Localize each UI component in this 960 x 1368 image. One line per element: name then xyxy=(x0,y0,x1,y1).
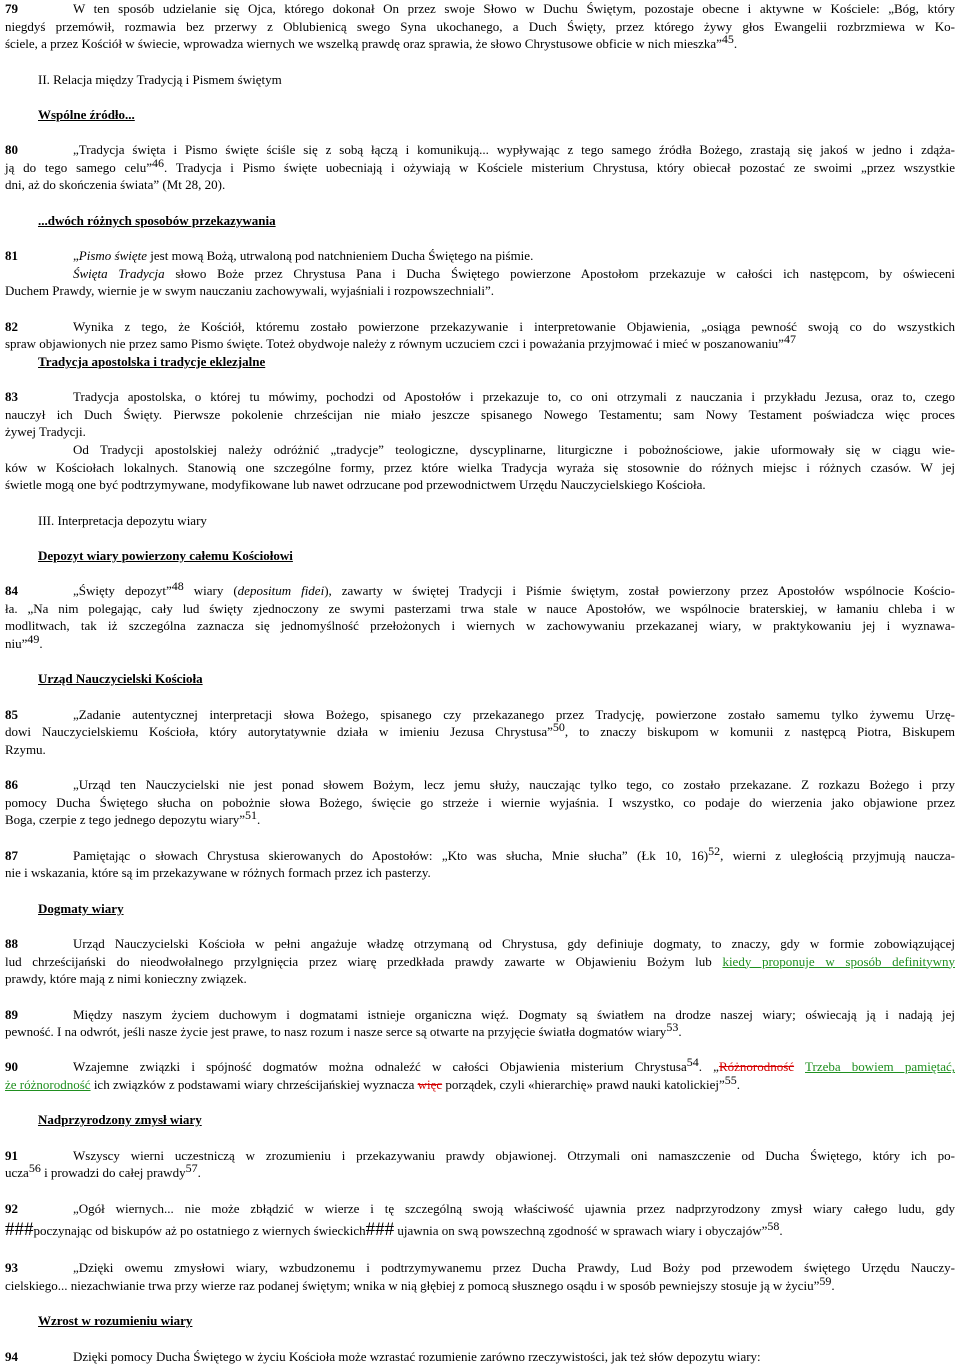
text-run: Pamiętając o słowach Chrystusa skierowanych do Apostołów: „Kto was słucha, Mnie słucha” (Łk 10, 16) xyxy=(73,847,709,863)
section-heading xyxy=(5,512,955,530)
text-run: . xyxy=(197,1165,201,1181)
heading-text: Dogmaty wiary xyxy=(38,900,124,916)
deleted-text: Różnorodność xyxy=(718,1059,795,1075)
heading-line xyxy=(5,547,955,565)
heading-line xyxy=(5,106,955,124)
heading-line xyxy=(5,512,955,530)
text-run: wiary ( xyxy=(183,583,238,599)
paragraph xyxy=(5,388,955,441)
heading-line xyxy=(5,670,955,688)
text-line xyxy=(5,176,955,194)
text-run: . xyxy=(779,1223,783,1239)
heading-text: Nadprzyrodzony zmysł wiary xyxy=(38,1112,202,1128)
footnote-ref: 49 xyxy=(27,632,40,647)
paragraph xyxy=(5,1147,955,1182)
text-run: . xyxy=(831,1278,835,1294)
heading-line xyxy=(5,1312,955,1330)
heading-line xyxy=(5,353,955,371)
text-run: „Ogół wiernych... nie może zbłądzić w wierze i tę szczególną swoją właściwość ujawnia przez nadprzyrodzony zmysł wiary całego ludu, gdy xyxy=(73,1200,955,1216)
text-run: lud chrześcijański do nieodwołalnego przylgnięcia przez wiarę przedkłada prawdy zawarte w Objawieniu Bożym lub xyxy=(5,953,723,969)
paragraph xyxy=(5,141,955,194)
inserted-text: Trzeba bowiem pamiętać, xyxy=(805,1059,955,1075)
subsection-heading xyxy=(5,106,955,124)
text-run: nie i wskazania, które są im przekazywane w różnych formach przez ich pasterzy. xyxy=(5,865,431,881)
text-run: prawdy, które mają z nimi konieczny związek. xyxy=(5,971,247,987)
text-line xyxy=(5,265,955,283)
paragraph-number: 80 xyxy=(5,142,18,158)
text-line xyxy=(5,406,955,424)
text-run: Dzięki pomocy Ducha Świętego w życiu Kościoła może wzrastać rozumienie zarówno rzeczywistości, jak też słów depozytu wiary: xyxy=(73,1348,761,1364)
text-line xyxy=(5,423,955,441)
text-line xyxy=(5,18,955,36)
text-line xyxy=(5,1200,955,1218)
text-line xyxy=(5,1055,955,1076)
text-line xyxy=(5,1161,955,1182)
subsection-heading xyxy=(5,353,955,371)
paragraph xyxy=(5,843,955,882)
hash-marks: ### xyxy=(5,1219,34,1241)
paragraph-number: 86 xyxy=(5,777,18,793)
text-run: żywej Tradycji. xyxy=(5,424,86,440)
paragraph-number: 88 xyxy=(5,935,18,951)
text-run: słowo Boże przez Chrystusa Pana i Ducha Świętego powierzone Apostołom przekazuje w całości ich następcom, by oświeceni xyxy=(164,265,955,281)
paragraph xyxy=(5,935,955,988)
text-run: „Zadanie autentycznej interpretacji słowa Bożego, spisanego czy przekazanego przez Tradycję, powierzone zostało samemu tylko żywemu Urzę- xyxy=(73,706,955,722)
subsection-heading xyxy=(5,212,955,230)
text-run: . Tradycja i Pismo święte uobecniają i ożywiają w Kościele misterium Chrystusa, który obiecał pozostać ze swoimi „przez wszystkie xyxy=(163,159,955,175)
paragraph-number: 91 xyxy=(5,1147,18,1163)
text-line xyxy=(5,600,955,618)
paragraph-number: 79 xyxy=(5,1,18,16)
paragraph xyxy=(5,776,955,829)
text-line xyxy=(5,1147,955,1165)
subsection-heading xyxy=(5,547,955,565)
text-run: ków w Kościołach lokalnych. Stanowią one szczególne formy, przez które wielka Tradycja wyraża się stosownie do różnych miejsc i różnych czasów. W jej xyxy=(5,459,955,475)
text-run: Boga, czerpie z tego jednego depozytu wiary” xyxy=(5,812,246,828)
text-run: . „ xyxy=(698,1059,719,1075)
heading-text: ...dwóch różnych sposobów przekazywania xyxy=(38,212,276,228)
text-line xyxy=(5,579,956,600)
footnote-ref: 50 xyxy=(552,720,565,735)
heading-text: Urząd Nauczycielski Kościoła xyxy=(38,671,203,687)
text-run: ściele, a przez Kościół w świecie, wprowadza wiernych we wszelką prawdę oraz sprawia, że słowo Chrystusowe obficie w nich mieszka” xyxy=(5,36,722,52)
text-run: ujawnia on swą powszechną zgodność w sprawach wiary i obyczajów” xyxy=(394,1223,768,1239)
paragraph xyxy=(5,1348,955,1366)
paragraph xyxy=(5,706,955,759)
paragraph-number: 89 xyxy=(5,1006,18,1022)
paragraph xyxy=(5,1006,955,1041)
heading-text: Depozyt wiary powierzony całemu Kościołowi xyxy=(38,547,293,563)
footnote-ref: 48 xyxy=(171,579,184,594)
text-run: Duchem Prawdy, wiernie je w swym nauczaniu zachowywali, wyjaśniali i rozpowszechniali”. xyxy=(5,283,495,299)
footnote-ref: 54 xyxy=(686,1055,699,1070)
paragraph-number: 82 xyxy=(5,318,18,334)
text-run: poczynając od biskupów aż po ostatniego z wiernych świeckich xyxy=(33,1223,366,1239)
footnote-ref: 55 xyxy=(724,1073,737,1088)
subsection-heading xyxy=(5,670,955,688)
text-run: Wszyscy wierni uczestniczą w zrozumieniu i przekazywaniu prawdy objawionej. Otrzymali oni namaszczenie od Ducha Świętego, który ich po- xyxy=(73,1147,955,1163)
footnote-ref: 56 xyxy=(28,1161,41,1176)
text-line xyxy=(5,459,955,477)
paragraph xyxy=(5,1259,955,1294)
text-run: „ xyxy=(73,247,79,263)
text-run: i prowadzi do całej prawdy xyxy=(40,1165,186,1181)
text-run: nauczył ich Duch Święty. Pierwsze pokolenie chrześcijan nie miało jeszcze spisanego Nowego Testamentu; sam Nowy Testament poświadcza więc proces xyxy=(5,406,955,422)
text-line xyxy=(5,617,955,635)
footnote-ref: 47 xyxy=(783,332,796,347)
paragraph xyxy=(5,318,955,353)
heading-text: Wspólne źródło... xyxy=(38,106,135,122)
italic-text: depositum fidei xyxy=(237,583,325,599)
heading-text: II. Relacja między Tradycją i Pismem świętym xyxy=(38,71,282,87)
text-run: . xyxy=(678,1024,682,1040)
heading-line xyxy=(5,900,955,918)
text-run: jest mową Bożą, utrwaloną pod natchnieniem Ducha Świętego na piśmie. xyxy=(147,247,534,263)
text-run: Wynika z tego, że Kościół, któremu zostało powierzone przekazywanie i interpretowanie Objawienia, „osiąga pewność swoją co do wszystkich xyxy=(73,318,955,334)
document-page xyxy=(5,0,955,1365)
text-line xyxy=(5,935,955,953)
text-line xyxy=(5,141,955,159)
text-line xyxy=(5,0,955,18)
text-line xyxy=(5,706,955,724)
paragraph-number: 85 xyxy=(5,706,18,722)
text-line xyxy=(5,318,955,336)
footnote-ref: 46 xyxy=(151,155,164,170)
paragraph xyxy=(5,441,955,494)
text-line xyxy=(5,741,955,759)
text-run: , wierni z uległością przyjmują naucza- xyxy=(720,847,955,863)
text-run: ucza xyxy=(5,1165,29,1181)
subsection-heading xyxy=(5,1312,955,1330)
paragraph xyxy=(5,265,955,300)
footnote-ref: 45 xyxy=(721,32,734,47)
text-run: ), zawarty w świętej Tradycji i Piśmie świętym, został powierzony przez Apostołów wspólnocie Kościo- xyxy=(324,583,956,599)
paragraph xyxy=(5,1200,955,1242)
text-line xyxy=(5,808,955,829)
text-run: modlitwach, tak iż szczególna zaznacza się jednomyślność przełożonych i wiernych w zachowywaniu przekazanej wiary, w praktykowaniu jej i wyznawa- xyxy=(5,618,955,634)
hash-marks: ### xyxy=(365,1219,395,1241)
italic-text: Święta Tradycja xyxy=(73,265,165,281)
paragraph-number: 93 xyxy=(5,1260,18,1276)
text-run: Rzymu. xyxy=(5,741,46,757)
text-line xyxy=(5,32,955,53)
text-run: Od Tradycji apostolskiej należy odróżnić „tradycje” teologiczne, dyscyplinarne, liturgiczne i pobożnościowe, jakie uformowały się w ciągu wie- xyxy=(73,442,955,458)
text-run: spraw objawionych nie przez samo Pismo święte. Toteż obydwoje należy z równym uczuciem czci i poważania przyjmować i mieć w poszanowaniu” xyxy=(5,336,784,352)
text-run: ją do tego samego celu” xyxy=(5,159,152,175)
text-run: niu” xyxy=(5,636,28,652)
text-run: „Święty depozyt” xyxy=(73,583,172,599)
text-line xyxy=(5,1348,955,1366)
heading-line xyxy=(5,1111,955,1129)
text-run: . xyxy=(39,636,43,652)
text-line xyxy=(5,1020,955,1041)
deleted-text: więc xyxy=(417,1077,443,1093)
text-run: dowi Nauczycielskiemu Kościoła, który autorytatywnie działa w imieniu Jezusa Chrystusa” xyxy=(5,724,553,740)
text-line xyxy=(5,632,955,653)
paragraph-number: 87 xyxy=(5,847,18,863)
text-run: „Tradycja święta i Pismo święte ściśle się z sobą łączą i komunikują... wypływając z tego samego źródła Bożego, zrastają się jakoś w jedno i zdąża- xyxy=(73,142,955,158)
paragraph xyxy=(5,579,956,653)
text-line xyxy=(5,282,955,300)
inserted-text: kiedy proponuje w sposób definitywny xyxy=(722,953,956,969)
heading-line xyxy=(5,71,955,89)
italic-text: Pismo święte xyxy=(78,247,148,263)
text-line xyxy=(5,388,955,406)
heading-text: III. Interpretacja depozytu wiary xyxy=(38,512,207,528)
text-line xyxy=(5,1274,955,1295)
text-line xyxy=(5,1006,955,1024)
text-line xyxy=(5,953,955,971)
heading-text: Wzrost w rozumieniu wiary xyxy=(38,1313,193,1329)
text-run xyxy=(794,1059,805,1074)
paragraph-number: 90 xyxy=(5,1059,18,1075)
paragraph-number: 81 xyxy=(5,247,18,263)
text-line xyxy=(5,776,955,794)
inserted-text: że różnorodność xyxy=(5,1077,91,1093)
text-line xyxy=(5,1259,955,1277)
text-line xyxy=(5,864,955,882)
text-line xyxy=(5,155,955,177)
text-line xyxy=(5,332,955,353)
text-run: dni, aż do skończenia świata” (Mt 28, 20). xyxy=(5,177,226,193)
text-run: pewność. I na odwrót, jeśli nasze życie jest prawe, to nasz rozum i nasze serce są otwarte na przyjęcie światła dogmatów wiary xyxy=(5,1024,667,1040)
text-run: W ten sposób udzielanie się Ojca, którego dokonał On przez swoje Słowo w Duchu Świętym, pozostaje obecne i aktywne w Kościele: „Bóg, który xyxy=(73,1,955,16)
text-run: . xyxy=(257,812,261,828)
text-line xyxy=(5,441,955,459)
text-run: Urząd Nauczycielski Kościoła w pełni angażuje władzę otrzymaną od Chrystusa, gdy definiuje dogmaty, to znaczy, gdy w formie zobowiązującej xyxy=(73,935,955,951)
text-run: ich związków z podstawami wiary chrześcijańskiej wyznacza xyxy=(90,1077,418,1093)
text-run: świetle mogą one być podtrzymywane, modyfikowane lub nawet odrzucane pod przewodnictwem Urzędu Nauczycielskiego Kościoła. xyxy=(5,477,706,493)
footnote-ref: 53 xyxy=(666,1020,679,1035)
section-heading xyxy=(5,71,955,89)
paragraph-number: 84 xyxy=(5,583,18,599)
text-run: pomocy Ducha Świętego słucha on pobożnie słowa Bożego, święcie go strzeże i wiernie wyjaśnia. I wszystko, co podaje do wierzenia jako objawione przez xyxy=(5,794,955,810)
text-line xyxy=(5,794,955,812)
paragraph xyxy=(5,247,955,265)
text-run: „Dzięki owemu zmysłowi wiary, wzbudzonemu i podtrzymywanemu przez Ducha Prawdy, Lud Boży pod przewodem świętego Urzędu Nauczy- xyxy=(73,1260,955,1276)
text-run: Wzajemne związki i spójność dogmatów można odnaleźć w całości Objawienia misterium Chrystusa xyxy=(73,1059,687,1075)
subsection-heading xyxy=(5,1111,955,1129)
text-run: „Urząd ten Nauczycielski nie jest ponad słowem Bożym, lecz jemu służy, nauczając tylko tego, co zostało przekazane. Z rozkazu Bożego i przy xyxy=(73,777,955,793)
text-line xyxy=(5,720,956,741)
text-run: , to znaczy biskupom w komunii z następcą Piotra, Biskupem xyxy=(564,724,956,740)
paragraph-number: 94 xyxy=(5,1348,18,1364)
text-run: . xyxy=(736,1077,741,1093)
text-run: porządek, czyli «hierarchię» prawd nauki katolickiej” xyxy=(442,1077,725,1093)
footnote-ref: 59 xyxy=(819,1274,832,1289)
text-line xyxy=(5,843,955,865)
footnote-ref: 58 xyxy=(767,1219,780,1234)
footnote-ref: 57 xyxy=(185,1161,198,1176)
paragraph xyxy=(5,0,955,53)
text-line xyxy=(5,476,955,494)
paragraph-number: 92 xyxy=(5,1200,18,1216)
text-line xyxy=(5,1217,955,1242)
heading-line xyxy=(5,212,955,230)
text-run: cielskiego... niezachwianie trwa przy wierze raz podanej świętym; wnika w nią głębiej z pomocą słusznego osądu i w sposób pewniejszy stosuje ją w życiu” xyxy=(5,1278,820,1294)
paragraph-number: 83 xyxy=(5,389,18,405)
subsection-heading xyxy=(5,900,955,918)
text-line xyxy=(5,1073,955,1094)
paragraph xyxy=(5,1055,955,1093)
text-run: niegdyś przemówił, rozmawia bez przerwy z Oblubienicą swego Syna ukochanego, a Duch Święty, przez którego żywy głos Ewangelii rozbrzmiewa w Ko- xyxy=(5,18,955,34)
text-run: ła. „Na nim polegając, cały lud święty zjednoczony ze swymi pasterzami trwa stale w nauce Apostołów, we wspólnocie braterskiej, w łamaniu chleba i w xyxy=(5,600,955,616)
text-run: Między naszym życiem duchowym i dogmatami istnieje organiczna więź. Dogmaty są światłem na drodze naszej wiary; oświecają ją i nadają jej xyxy=(73,1006,955,1022)
text-line xyxy=(5,247,955,265)
text-run: Tradycja apostolska, o której tu mówimy, pochodzi od Apostołów i przekazuje to, co oni otrzymali z nauczania i przykładu Jezusa, oraz to, czego xyxy=(73,389,955,405)
footnote-ref: 51 xyxy=(245,808,258,823)
text-line xyxy=(5,970,955,988)
text-run: . xyxy=(733,36,738,52)
footnote-ref: 52 xyxy=(708,843,721,858)
heading-text: Tradycja apostolska i tradycje eklezjalne xyxy=(38,353,266,369)
